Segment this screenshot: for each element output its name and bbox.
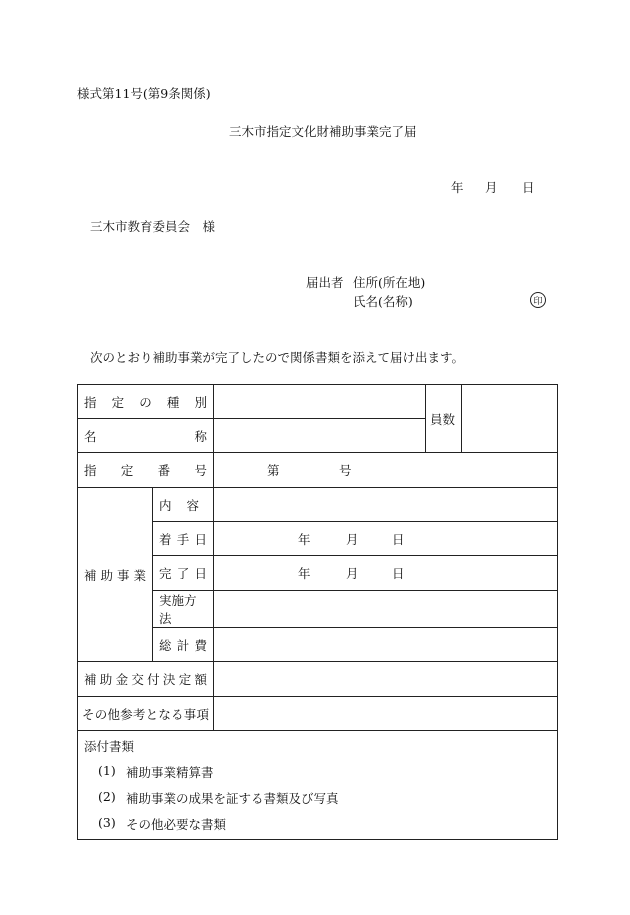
designation-number-label	[78, 453, 214, 488]
label-char: 日	[194, 531, 208, 547]
grant-amount-field[interactable]	[214, 662, 558, 697]
label-char: 日	[194, 566, 208, 581]
designation-number-field[interactable]	[214, 453, 558, 488]
label-char: 事	[116, 567, 130, 583]
label-char: 内	[159, 497, 172, 513]
label-char: る	[171, 706, 184, 722]
end-date-field[interactable]	[214, 556, 558, 591]
body-text: 次のとおり補助事業が完了したので関係書類を添えて届け出ます。	[90, 350, 465, 365]
attachment-item	[84, 815, 551, 833]
project-label	[78, 488, 153, 662]
row-content	[78, 488, 558, 522]
label-char: 考	[132, 706, 146, 722]
end-day-unit: 日	[392, 566, 405, 581]
label-char: の	[139, 394, 152, 410]
form-table	[77, 384, 558, 840]
method-label: 実施方法	[153, 591, 214, 628]
label-char: 別	[194, 394, 208, 410]
label-char: 助	[99, 672, 113, 687]
label-char: 費	[194, 637, 208, 653]
row-designation-type	[78, 385, 558, 419]
count-field[interactable]	[462, 385, 558, 453]
attachment-text: その他必要な書類	[126, 817, 227, 832]
count-label: 員数	[426, 385, 462, 453]
attachment-text: 補助事業の成果を証する書類及び写真	[126, 791, 339, 806]
row-attachments	[78, 731, 558, 840]
start-year-unit: 年	[298, 531, 311, 547]
label-char: の	[94, 706, 108, 722]
number-suffix: 号	[339, 463, 352, 478]
page-title: 三木市指定文化財補助事業完了届	[229, 124, 417, 139]
label-char: 完	[159, 566, 172, 581]
seal-mark: 印	[530, 292, 546, 308]
label-char: 容	[186, 497, 200, 513]
attachments-section	[78, 731, 558, 840]
attachment-item	[84, 763, 551, 781]
label-char: 種	[166, 394, 180, 410]
label-char: 参	[120, 706, 133, 722]
other-notes-label	[78, 697, 214, 731]
label-char: 着	[159, 531, 172, 547]
label-char: 名	[84, 428, 97, 444]
label-char: 額	[194, 672, 207, 687]
label-char: そ	[82, 706, 95, 722]
name-label	[78, 419, 214, 453]
label-char: 決	[162, 672, 176, 687]
label-char: と	[145, 706, 159, 722]
addressee: 三木市教育委員会 様	[90, 219, 216, 234]
label-char: 他	[107, 706, 120, 722]
end-month-unit: 月	[346, 566, 359, 581]
row-grant-amount	[78, 662, 558, 697]
number-prefix: 第	[267, 463, 280, 478]
label-char: 指	[84, 463, 97, 478]
designation-type-field[interactable]	[214, 385, 426, 419]
name-field[interactable]	[214, 419, 426, 453]
label-char: 補	[84, 567, 97, 583]
label-char: 手	[176, 531, 190, 547]
attachment-text: 補助事業精算書	[126, 765, 214, 780]
label-char: 計	[176, 637, 190, 653]
label-char: な	[158, 706, 171, 722]
label-char: 定	[111, 394, 125, 410]
attachment-item	[84, 789, 551, 807]
attachment-number: (1)	[98, 763, 116, 778]
label-char: 定	[178, 672, 192, 687]
label-char: 事	[183, 706, 197, 722]
label-char: 総	[159, 637, 172, 653]
applicant-name-label: 氏名(名称)	[353, 294, 413, 309]
other-notes-field[interactable]	[214, 697, 558, 731]
label-char: 金	[115, 672, 129, 687]
method-field[interactable]	[214, 591, 558, 628]
date-day-label: 日	[522, 180, 535, 195]
start-date-label	[153, 522, 214, 556]
applicant-address-label: 住所(所在地)	[353, 275, 426, 290]
applicant-label: 届出者	[306, 275, 344, 290]
end-year-unit: 年	[298, 566, 311, 581]
attachments-title: 添付書類	[84, 739, 135, 754]
label-char: 助	[100, 567, 113, 583]
date-month-label: 月	[485, 180, 498, 195]
attachment-number: (2)	[98, 789, 116, 804]
start-day-unit: 日	[392, 531, 405, 547]
label-char: 交	[131, 672, 144, 687]
start-month-unit: 月	[346, 531, 359, 547]
form-number: 様式第11号(第9条関係)	[77, 86, 211, 101]
content-label	[153, 488, 214, 522]
label-char: 称	[194, 428, 208, 444]
content-field[interactable]	[214, 488, 558, 522]
label-char: 付	[147, 672, 160, 687]
label-char: 定	[120, 463, 134, 478]
grant-amount-label	[78, 662, 214, 697]
label-char: 補	[84, 672, 97, 687]
row-other-notes	[78, 697, 558, 731]
label-char: 了	[176, 566, 190, 581]
start-date-field[interactable]	[214, 522, 558, 556]
row-designation-number	[78, 453, 558, 488]
label-char: 番	[157, 463, 171, 478]
date-year-label: 年	[451, 180, 464, 195]
total-cost-label	[153, 628, 214, 662]
label-char: 項	[196, 706, 209, 722]
label-char: 指	[84, 394, 97, 410]
end-date-label	[153, 556, 214, 591]
label-char: 業	[133, 567, 146, 583]
total-cost-field[interactable]	[214, 628, 558, 662]
label-char: 号	[194, 463, 207, 478]
designation-type-label	[78, 385, 214, 419]
attachment-number: (3)	[98, 815, 116, 830]
